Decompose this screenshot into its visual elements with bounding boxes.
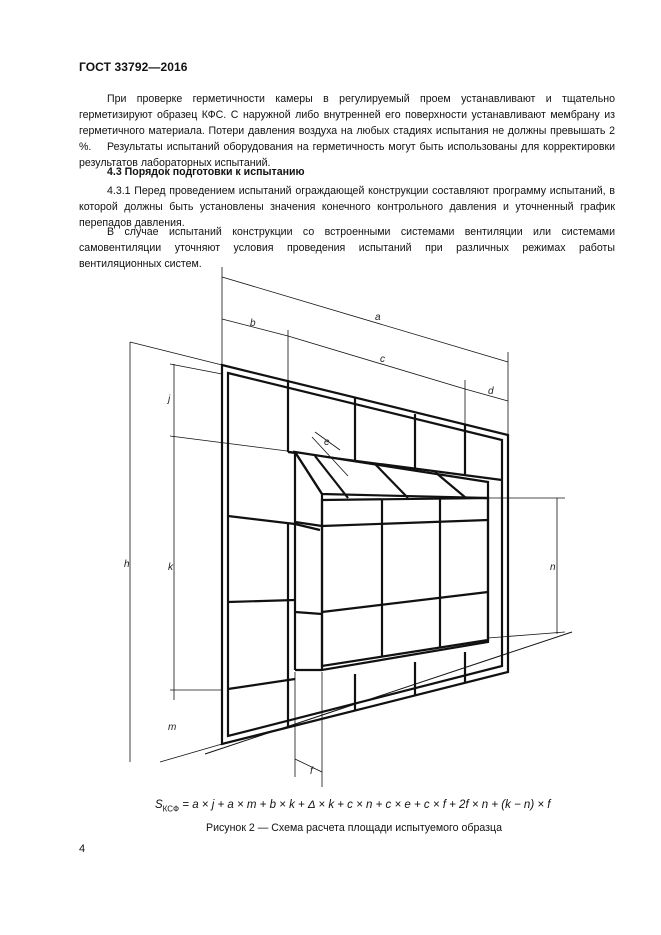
dim-label-h: h [124,559,130,570]
dim-label-m: m [168,722,177,733]
dim-label-a: a [375,312,381,323]
dim-label-c: c [380,354,385,365]
dim-label-f: f [310,766,313,777]
paragraph-ventilation: В случае испытаний конструкции со встроенными системами вентиляции или системами самовентиляции уточняют условия проведения испытаний при различных режимах работы вентиляционных систем. [79,226,615,270]
formula-subscript: КСФ [162,804,180,814]
figure-diagram [110,262,580,797]
page-number: 4 [79,843,86,855]
dim-label-n: n [550,562,556,573]
dim-label-b: b [250,318,256,329]
document-header: ГОСТ 33792—2016 [79,60,188,74]
paragraph-sealing: При проверке герметичности камеры в регулируемый проем устанавливают и тщательно герметизируют образец КФС. С наружной либо внутренней его поверхности устанавливают мембрану из герметичного материала. Потери давления воздуха на любых стадиях испытания не должны превышать 2 %. [79,93,615,153]
formula-rhs: = a × j + a × m + b × k + Δ × k + c × n + c × e + c × f + 2f × n + (k − n) × f [179,799,551,811]
figure-caption: Рисунок 2 — Схема расчета площади испытуемого образца [206,822,502,834]
paragraph-results: Результаты испытаний оборудования на герметичность могут быть использованы для корректировки результатов лабораторных испытаний. [79,141,615,169]
area-formula [155,799,550,813]
dim-label-k: k [168,562,173,573]
dim-label-e: e [324,437,330,448]
paragraph-program: 4.3.1 Перед проведением испытаний ограждающей конструкции составляют программу испытаний, в которой должны быть установлены значения конечного контрольного давления и уточненный график перепадов давления. [79,185,615,229]
dim-label-d: d [488,386,494,397]
formula-lhs: S [155,799,163,811]
dim-label-j: j [168,394,171,405]
section-title: 4.3 Порядок подготовки к испытанию [107,166,305,178]
